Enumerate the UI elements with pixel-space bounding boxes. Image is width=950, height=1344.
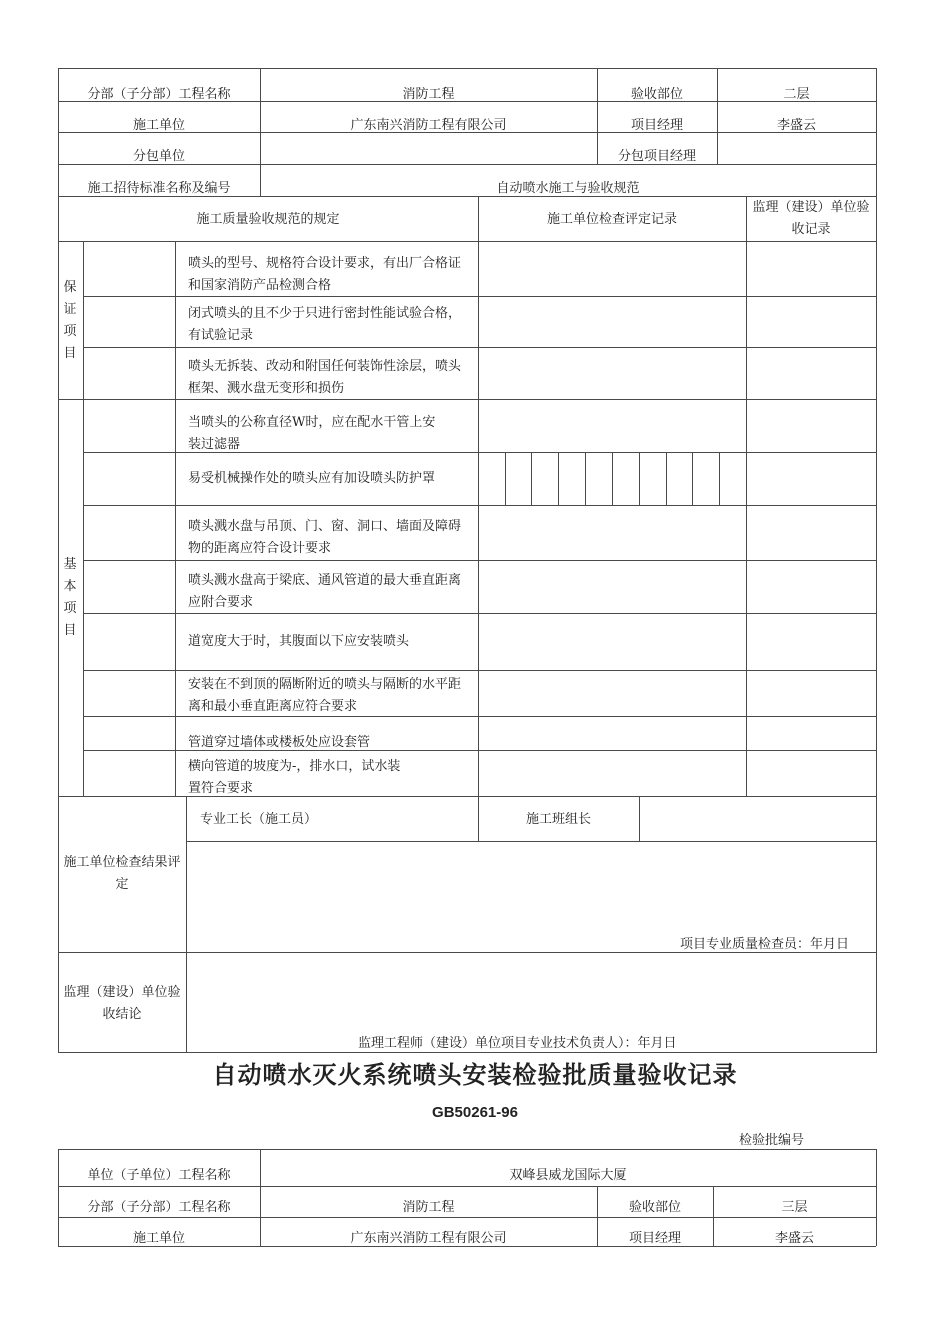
conclusion-label: 监理（建设）单位验收结论 bbox=[63, 985, 181, 1022]
lower-accept-part-label: 验收部位 bbox=[628, 1200, 681, 1215]
inspector-sign-line: 项目专业质量检查员：年月日 bbox=[680, 937, 850, 952]
standard-value: 自动喷水施工与验收规范 bbox=[496, 181, 640, 196]
unit-project-label: 单位（子单位）工程名称 bbox=[87, 1168, 231, 1183]
standard-code: GB50261-96 bbox=[432, 1104, 518, 1121]
pm-label: 项目经理 bbox=[630, 118, 683, 133]
result-label: 施工单位检查结果评定 bbox=[63, 855, 181, 892]
batch-no-label: 检验批编号 bbox=[739, 1133, 805, 1148]
basic-item-2: 易受机械操作处的喷头应有加设喷头防护罩 bbox=[188, 471, 436, 486]
basic-items-group-label: 基本项目 bbox=[63, 557, 77, 638]
pm-value: 李盛云 bbox=[776, 118, 816, 133]
sub-pm-label: 分包项目经理 bbox=[617, 149, 696, 164]
basic-item-1: 当喷头的公称直径W时，应在配水干管上安装过滤器 bbox=[188, 415, 436, 452]
main-item-2: 闭式喷头的且不少于只进行密封性能试验合格，有试验记录 bbox=[188, 306, 462, 343]
accept-part-label: 验收部位 bbox=[630, 87, 683, 102]
lower-pm-label: 项目经理 bbox=[628, 1231, 681, 1246]
basic-item-7: 管道穿过墙体或楼板处应设套管 bbox=[188, 735, 371, 750]
lower-accept-part-value: 三层 bbox=[781, 1200, 808, 1215]
supervisor-header: 监理（建设）单位验收记录 bbox=[752, 200, 870, 237]
sub-project-value: 消防工程 bbox=[402, 87, 455, 102]
lower-sub-project-label: 分部（子分部）工程名称 bbox=[87, 1200, 231, 1215]
sub-project-label: 分部（子分部）工程名称 bbox=[87, 87, 231, 102]
basic-item-3: 喷头溅水盘与吊顶、门、窗、洞口、墙面及障碍物的距离应符合设计要求 bbox=[188, 519, 462, 556]
unit-project-value: 双峰县威龙国际大厦 bbox=[509, 1168, 627, 1183]
team-leader-label: 施工班组长 bbox=[525, 812, 591, 827]
standard-label: 施工招待标准名称及编号 bbox=[87, 181, 231, 196]
main-items-group-label: 保证项目 bbox=[63, 280, 77, 361]
contractor-label: 施工单位 bbox=[132, 118, 185, 133]
subcontractor-label: 分包单位 bbox=[132, 149, 185, 164]
main-item-1: 喷头的型号、规格符合设计要求，有出厂合格证和国家消防产品检测合格 bbox=[188, 256, 462, 293]
form-title: 自动喷水灭火系统喷头安装检验批质量验收记录 bbox=[212, 1061, 738, 1089]
contractor-value: 广东南兴消防工程有限公司 bbox=[350, 118, 507, 133]
lower-contractor-label: 施工单位 bbox=[132, 1231, 185, 1246]
lower-sub-project-value: 消防工程 bbox=[402, 1200, 455, 1215]
basic-item-6: 安装在不到顶的隔断附近的喷头与隔断的水平距离和最小垂直距离应符合要求 bbox=[188, 677, 462, 714]
foreman-label: 专业工长（施工员） bbox=[200, 812, 318, 827]
basic-item-5: 道宽度大于时，其腹面以下应安装喷头 bbox=[188, 634, 410, 649]
lower-pm-value: 李盛云 bbox=[774, 1231, 814, 1246]
main-item-3: 喷头无拆装、改动和附国任何装饰性涂层，喷头框架、溅水盘无变形和损伤 bbox=[188, 359, 462, 396]
basic-item-4: 喷头溅水盘高于梁底、通风管道的最大垂直距离应附合要求 bbox=[188, 573, 462, 610]
lower-contractor-value: 广东南兴消防工程有限公司 bbox=[350, 1231, 507, 1246]
supervisor-sign-line: 监理工程师（建设）单位项目专业技术负责人）：年月日 bbox=[358, 1036, 677, 1051]
basic-item-8: 横向管道的坡度为-，排水口，试水装置符合要求 bbox=[188, 759, 401, 796]
spec-header: 施工质量验收规范的规定 bbox=[196, 212, 340, 227]
check-header: 施工单位检查评定记录 bbox=[546, 212, 677, 227]
accept-part-value: 二层 bbox=[783, 87, 810, 102]
